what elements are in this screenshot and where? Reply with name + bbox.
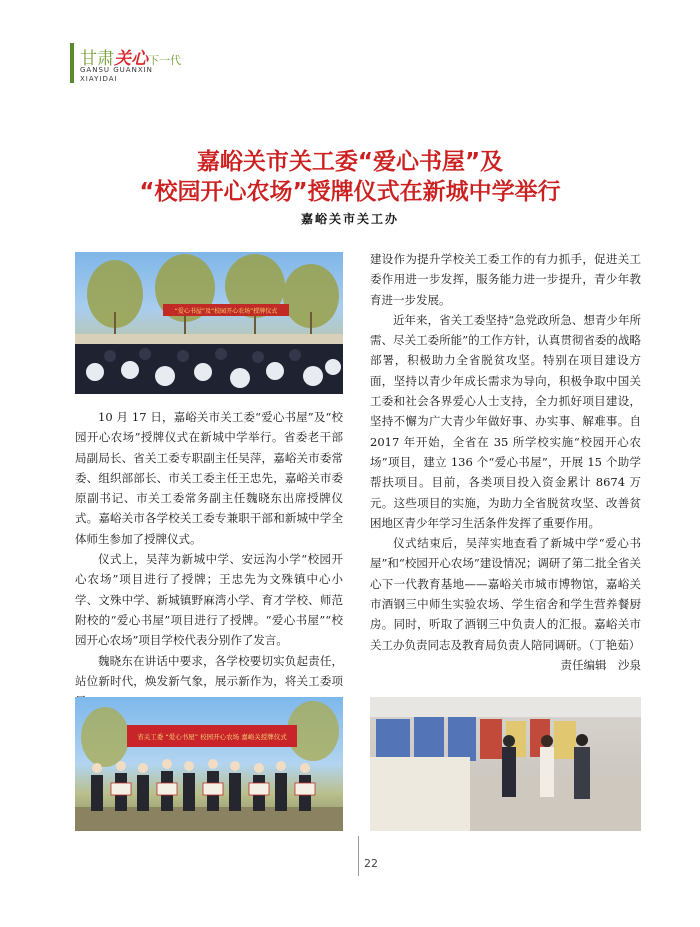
banner1-text: “爱心书屋”及“校园开心农场”授牌仪式 xyxy=(174,308,278,315)
paragraph: 仪式结束后，吴萍实地查看了新城中学“爱心书屋”和“校园开心农场”建设情况；调研了第二批全省关心下一代教育基地——嘉峪关市城市博物馆，嘉峪关市酒钢三中师生实验农场、学生宿舍和学生营养餐厨房。同时，听取了酒钢三中负责人的汇报。嘉峪关市关工办负责同志及教育局负责人陪同调研。（丁艳茹） xyxy=(370,536,641,652)
ceremony-crowd-photo xyxy=(75,252,343,394)
paragraph: 魏晓东在讲话中要求，各学校要切实负起责任，站位新时代，焕发新气象，展示新作为，将关工委项 xyxy=(75,653,343,688)
museum-visit-photo xyxy=(370,697,641,831)
page-number: 22 xyxy=(364,857,378,870)
banner2-text: 省关工委 “爱心书屋” 校园开心农场 嘉峪关授牌仪式 xyxy=(137,733,287,741)
paragraph: 近年来，省关工委坚持“急党政所急、想青少年所需、尽关工委所能”的工作方针，认真贯彻省委的战略部署，积极助力全省脱贫攻坚。特别在项目建设方面，坚持以青少年成长需求为导向，积极争取中国关工委和社会各界爱心人士支持，全力抓好项目建设，坚持不懈为广大青少年做好事、办实事、解难事。自 2017 年开始，全省在 35 所学校实施“校园开心农场”项目，建立 136 个“爱心书屋”，开展 15 个助学帮扶项目。目前，各类项目投入资金累计 8674 万元。这些项目的实施，为助力全省脱贫攻坚、改善贫困地区青少年学习生活条件发挥了重要作用。 xyxy=(370,312,641,530)
masthead-bar xyxy=(70,43,74,83)
paragraph: 10 月 17 日，嘉峪关市关工委“爱心书屋”及“校园开心农场”授牌仪式在新城中学举行。省委老干部局副局长、省关工委专职副主任吴萍，嘉峪关市委常委、组织部部长、市关工委主任王忠先，嘉峪关市委原副书记、市关工委常务副主任魏晓东出席授牌仪式。嘉峪关市各学校关工委专兼职干部和新城中学全体师生参加了授牌仪式。 xyxy=(75,410,343,546)
masthead-title: 甘肃关心下一代 xyxy=(80,49,181,69)
article-column-right xyxy=(370,249,641,675)
responsible-editor: 责任编辑 沙泉 xyxy=(560,657,641,672)
article-author: 嘉峪关市关工办 xyxy=(300,212,399,226)
article-column-left xyxy=(75,407,343,711)
masthead-en-line1: GANSU GUANXIN xyxy=(80,66,153,74)
masthead-en-line2: XIAYIDAI xyxy=(80,75,118,83)
page-number-rule xyxy=(358,836,359,876)
paragraph: 建设作为提升学校关工委工作的有力抓手，促进关工委作用进一步发挥，服务能力进一步提升，青少年教育进一步发展。 xyxy=(370,252,641,307)
article-title-line1: 嘉峪关市关工委“爱心书屋”及 xyxy=(196,149,504,175)
paragraph: 仪式上，吴萍为新城中学、安远沟小学“校园开心农场”项目进行了授牌；王忠先为文殊镇中心小学、文殊中学、新城镇野麻湾小学、育才学校、师范附校的“爱心书屋”项目进行了授牌。“爱心书屋”“校园开心农场”项目学校代表分别作了发言。 xyxy=(75,552,343,648)
article-title-line2: “校园开心农场”授牌仪式在新城中学举行 xyxy=(139,179,561,205)
group-plaque-photo xyxy=(75,697,343,831)
